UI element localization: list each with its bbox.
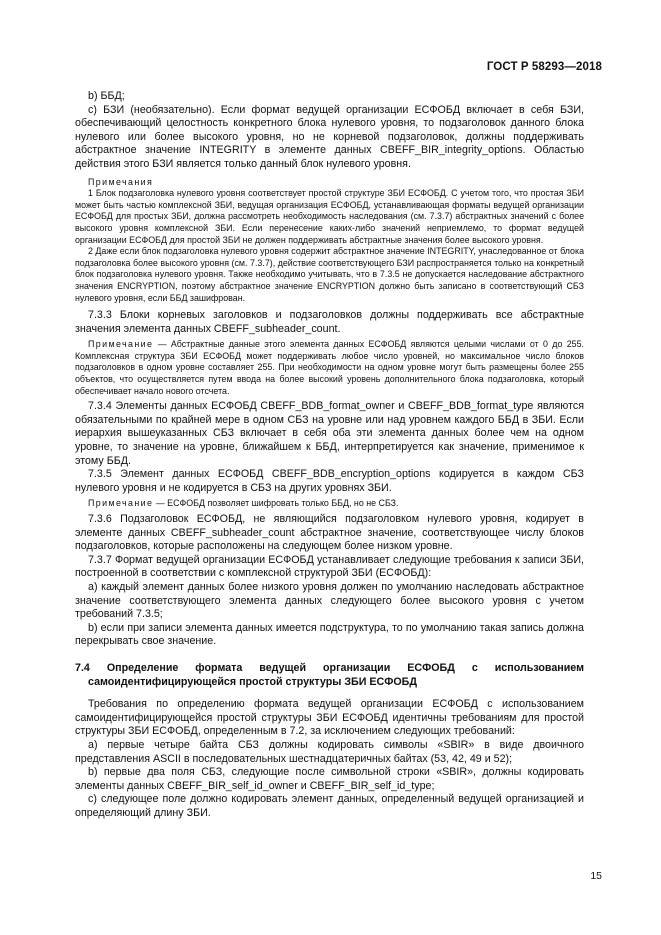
note-label: Примечание (88, 498, 154, 509)
note-text: — ЕСФОБД позволяет шифровать только ББД, но не СБЗ. (153, 498, 399, 509)
list-item-a-74: а) первые четыре байта СБЗ должны кодировать символы «SBIR» в виде двоичного представления ASCII в последовательных шестнадцатеричных байтах (53, 42, 49 и 52); (75, 738, 584, 765)
paragraph-7-3-7: 7.3.7 Формат ведущей организации ЕСФОБД устанавливает следующие требования к записи ЗБИ, построенной в соответствии с комплексной структурой ЗБИ (ЕСФОБД): (75, 553, 584, 580)
section-heading-7-4: 7.4 Определение формата ведущей организации ЕСФОБД с использованием самоидентифицирующейся простой структуры ЗБИ ЕСФОБД (75, 661, 584, 688)
note-label: Примечание (88, 339, 154, 350)
notes-title: Примечания (88, 176, 154, 187)
page-content (75, 90, 584, 820)
paragraph-7-3-3: 7.3.3 Блоки корневых заголовков и подзаголовков должны поддерживать все абстрактные значения элемента данных CBEFF_subheader_count. (75, 309, 584, 335)
note-7-3-3 (75, 339, 584, 397)
paragraph-7-3-4: 7.3.4 Элементы данных ЕСФОБД CBEFF_BDB_format_owner и CBEFF_BDB_format_type являются обязательными по крайней мере в одном СБЗ на уровне или над уровнем каждого ББД в ЗБИ. Если иерархия вышеуказанных СБЗ включает в себя оба эти элемента данных более чем на одном уровне, то значение на уровне, ближайшем к ББД, интерпретируется как значение, применимое к этому ББД. (75, 400, 584, 467)
list-item-b: b) ББД; (88, 90, 125, 102)
standard-number: ГОСТ Р 58293—2018 (486, 61, 602, 73)
page-number: 15 (590, 870, 602, 882)
list-item-a: а) каждый элемент данных более низкого уровня должен по умолчанию наследовать абстрактное значение соответствующего элемента данных следующего более высокого уровня с учетом требований 7.3.5; (75, 580, 584, 621)
note-2: 2 Даже если блок подзаголовка нулевого уровня содержит абстрактное значение INTEGRITY, унаследованное от блока подзаголовка более высокого уровня (см. 7.3.7), действие соответствующего БЗИ распространяется только на конкретный блок подзаголовка нулевого уровня. Также необходимо учитывать, что в 7.3.5 не допускается наследование абстрактного значения ENCRYPTION, поэтому абстрактное значение ENCRYPTION должно быть записано в соответствующий СБЗ нулевого уровня, если ББД зашифрован. (75, 246, 584, 303)
paragraph-7-3-5: 7.3.5 Элемент данных ЕСФОБД CBEFF_BDB_encryption_options кодируется в каждом СБЗ нулевого уровня и не кодируется в СБЗ на других уровнях ЗБИ. (75, 468, 584, 494)
note-7-3-5 (75, 498, 584, 510)
note-1: 1 Блок подзаголовка нулевого уровня соответствует простой структуре ЗБИ ЕСФОБД. С учетом того, что простая ЗБИ может быть частью комплексной ЗБИ, ведущая организация ЕСФОБД, устанавливающая форматы ведущей организации ЕСФОБД для простых ЗБИ, должна рассмотреть необходимость наследования (см. 7.3.7) абстрактных значений с более высокого уровня комплексной ЗБИ. Если перенесение каких-либо значений неприемлемо, то формат ведущей организации ЕСФОБД для простой ЗБИ не должен поддерживать абстрактные значения более высокого уровня. (75, 188, 584, 245)
list-item-c-74: с) следующее поле должно кодировать элемент данных, определенный ведущей организацией и определяющий длину ЗБИ. (75, 793, 584, 819)
paragraph-7-4: Требования по определению формата ведущей организации ЕСФОБД с использованием самоидентифицирующейся простой структуры ЗБИ ЕСФОБД идентичны требованиям для простой структуры ЗБИ ЕСФОБД, определенным в 7.2, за исключением следующих требований: (75, 698, 584, 738)
paragraph-7-3-6: 7.3.6 Подзаголовок ЕСФОБД, не являющийся подзаголовком нулевого уровня, кодирует в элементе данных CBEFF_subheader_count абстрактное значение, соответствующее числу блоков подзаголовков, которые расположены на следующем более низком уровне. (75, 513, 584, 553)
list-item-c: с) БЗИ (необязательно). Если формат ведущей организации ЕСФОБД включает в себя БЗИ, обеспечивающий целостность конкретного блока нулевого уровня, то подзаголовок данного блока нулевого или более высокого уровня, но не корневой подзаголовок, должны поддерживать абстрактное значение INTEGRITY в элементе данных CBEFF_BIR_integrity_options. Областью действия этого БЗИ является только данный блок нулевого уровня. (75, 103, 584, 170)
list-item-b-737: b) если при записи элемента данных имеется подструктура, то по умолчанию такая запись должна перекрывать свое значение. (75, 621, 584, 648)
list-item-b-74: b) первые два поля СБЗ, следующие после символьной строки «SBIR», должны кодировать элементы данных CBEFF_BIR_self_id_owner и CBEFF_BIR_self_id_type; (75, 766, 584, 792)
note-text: — Абстрактные данные этого элемента данных ЕСФОБД являются целыми числами от 0 до 255. Комплексная структура ЗБИ ЕСФОБД может поддерживать любое число уровней, но максимальное число блоков подзаголовков в одном уровне составляет 255. При необходимости на одном уровне могут быть размещены более 255 объектов, что осуществляется путем ввода на более высокий уровень дополнительного блока подзаголовка, который обеспечивает начало нового отсчета. (75, 339, 584, 396)
